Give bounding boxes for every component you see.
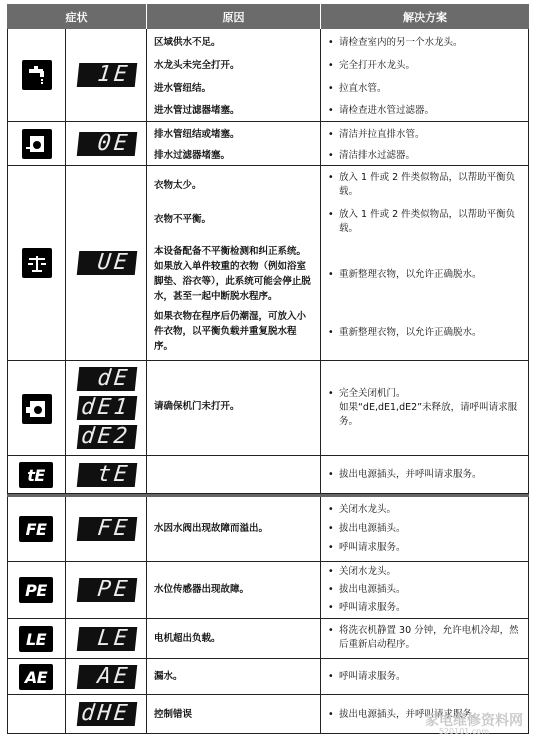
solution-text: • 拔出电源插头，并呼叫请求服务。: [328, 708, 524, 722]
cause-text: 请确保机门未打开。: [154, 401, 240, 412]
cause-text: 水龙头未完全打开。: [154, 60, 240, 71]
header-cause: 原因: [147, 4, 321, 29]
cause-text: 如果衣物在程序后仍潮湿，可放入小件衣物，以平衡负载并重复脱水程序。: [154, 311, 307, 352]
table-row-ue: [7, 166, 529, 361]
error-code-display: PE: [77, 578, 138, 602]
balance-scale-icon: [22, 248, 52, 278]
solution-text: • 放入 1 件或 2 件类似物品，以帮助平衡负载。: [328, 208, 524, 236]
solution-text: • 完全打开水龙头。: [328, 59, 524, 73]
watermark: 家电维修资料网: [425, 713, 523, 729]
cause-text: 衣物太少。: [154, 180, 202, 191]
error-code-display: UE: [77, 251, 138, 275]
ae-code-icon: AE: [19, 664, 53, 690]
solution-text: 如果“dE,dE1,dE2”未释放，请呼叫请求服务。: [339, 402, 518, 427]
solution-text: • 重新整理衣物，以允许正确脱水。: [328, 268, 524, 282]
le-code-icon: LE: [19, 626, 53, 652]
solution-text: • 清洁并拉直排水管。: [328, 128, 524, 142]
solution-text: • 请检查进水管过滤器。: [328, 104, 524, 118]
solution-text: • 放入 1 件或 2 件类似物品，以帮助平衡负载。: [328, 171, 524, 199]
cause-text: 排水过滤器堵塞。: [154, 150, 231, 161]
te-code-icon: tE: [19, 462, 53, 488]
cause-text: 水位传感器出现故障。: [154, 584, 250, 595]
error-code-display: AE: [77, 665, 138, 689]
watermark-url: 520101.com: [438, 727, 489, 736]
solution-text: • 拔出电源插头，并呼叫请求服务。: [328, 468, 524, 482]
table-row-le: [7, 619, 529, 659]
error-code-display: dE1: [77, 396, 138, 420]
error-code-display: FE: [77, 517, 138, 541]
door-lock-icon: [22, 394, 52, 424]
header-symptom: 症状: [7, 4, 147, 29]
solution-text: • 拔出电源插头。: [328, 583, 524, 597]
error-code-display: tE: [77, 463, 138, 487]
solution-text: • 关闭水龙头。: [328, 503, 524, 517]
faucet-icon: [22, 60, 52, 90]
troubleshooting-table: [7, 4, 529, 736]
error-code-display: dE2: [77, 425, 138, 449]
error-code-display: 0E: [77, 132, 138, 156]
header-solution: 解决方案: [321, 4, 529, 29]
solution-text: • 拔出电源插头。: [328, 522, 524, 536]
pe-code-icon: PE: [19, 577, 53, 603]
solution-text: • 完全关闭机门。: [328, 387, 524, 401]
table-row-te: [7, 456, 529, 494]
error-code-display: LE: [77, 627, 138, 651]
cause-text: 进水管过滤器堵塞。: [154, 105, 240, 116]
cause-text: 本设备配备不平衡检测和纠正系统。如果放入单件较重的衣物（例如浴室脚垫、浴衣等），此系统可能会停止脱水，甚至一起中断脱水程序。: [154, 246, 311, 302]
solution-text: • 呼叫请求服务。: [328, 601, 524, 615]
error-code-display: dE: [77, 367, 138, 391]
cause-text: 排水管纽结或堵塞。: [154, 129, 240, 140]
cause-text: 衣物不平衡。: [154, 214, 212, 225]
cause-text: 水因水阀出现故障而溢出。: [154, 523, 269, 534]
table-row-1e: [7, 29, 529, 122]
error-code-display: 1E: [77, 63, 138, 87]
table-row-de: [7, 361, 529, 456]
cause-text: 进水管纽结。: [154, 83, 212, 94]
cause-text: 控制错误: [154, 709, 193, 720]
solution-text: • 关闭水龙头。: [328, 565, 524, 579]
solution-text: • 呼叫请求服务。: [328, 541, 524, 555]
fe-code-icon: FE: [19, 516, 53, 542]
solution-text: • 清洁排水过滤器。: [328, 149, 524, 163]
cause-text: 区域供水不足。: [154, 37, 221, 48]
error-code-display: dHE: [77, 702, 138, 726]
solution-text: • 拉直水管。: [328, 82, 524, 96]
cause-text: 漏水。: [154, 671, 183, 682]
solution-text: • 请检查室内的另一个水龙头。: [328, 36, 524, 50]
solution-text: • 呼叫请求服务。: [328, 670, 524, 684]
cause-text: 电机超出负载。: [154, 633, 221, 644]
table-row-ae: [7, 659, 529, 695]
table-row-0e: [7, 122, 529, 166]
solution-text: • 重新整理衣物，以允许正确脱水。: [328, 326, 524, 340]
drain-icon: [22, 129, 52, 159]
table-row-pe: [7, 562, 529, 619]
solution-text: • 将洗衣机静置 30 分钟，允许电机冷却，然后重新启动程序。: [328, 624, 524, 652]
table-row-fe: [7, 497, 529, 562]
